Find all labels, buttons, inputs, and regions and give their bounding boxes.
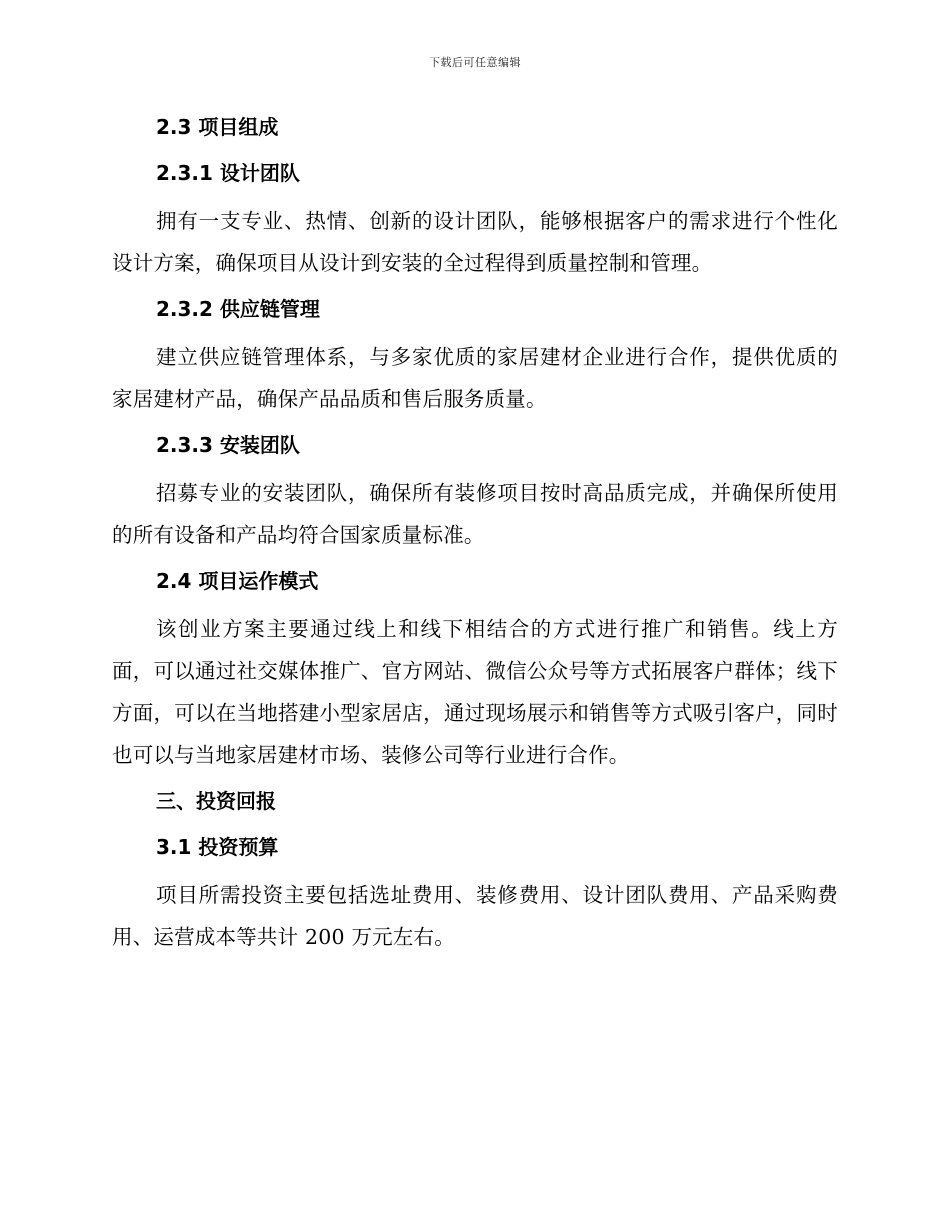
section-heading-2-3-2: 2.3.2 供应链管理: [156, 297, 320, 321]
paragraph-design-team: 拥有一支专业、热情、创新的设计团队，能够根据客户的需求进行个性化设计方案，确保项目从设计到安装的全过程得到质量控制和管理。: [112, 209, 838, 275]
document-body: [112, 108, 838, 958]
paragraph-operation-model: 该创业方案主要通过线上和线下相结合的方式进行推广和销售。线上方面，可以通过社交媒体推广、官方网站、微信公众号等方式拓展客户群体；线下方面，可以在当地搭建小型家居店，通过现场展示和销售等方式吸引客户，同时也可以与当地家居建材市场、装修公司等行业进行合作。: [112, 617, 838, 767]
paragraph-supply-chain: 建立供应链管理体系，与多家优质的家居建材企业进行合作，提供优质的家居建材产品，确保产品品质和售后服务质量。: [112, 345, 838, 411]
section-heading-2-3-1: 2.3.1 设计团队: [156, 161, 300, 185]
section-heading-2-3: 2.3 项目组成: [156, 115, 279, 139]
paragraph-investment-budget: 项目所需投资主要包括选址费用、装修费用、设计团队费用、产品采购费用、运营成本等共计 200 万元左右。: [112, 883, 838, 949]
section-heading-3-1: 3.1 投资预算: [156, 835, 279, 859]
section-heading-3: 三、投资回报: [156, 789, 276, 813]
paragraph-install-team: 招募专业的安装团队，确保所有装修项目按时高品质完成，并确保所使用的所有设备和产品均符合国家质量标准。: [112, 481, 838, 547]
section-heading-2-3-3: 2.3.3 安装团队: [156, 433, 300, 457]
section-heading-2-4: 2.4 项目运作模式: [156, 569, 319, 593]
header-note: 下载后可任意编辑: [429, 56, 521, 69]
